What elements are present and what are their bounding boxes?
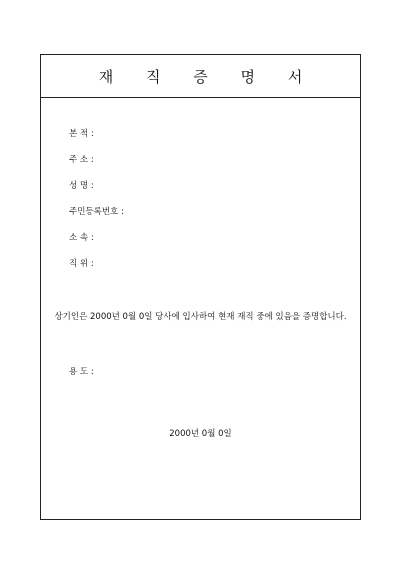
title-char: 재 — [98, 68, 114, 86]
title-char: 명 — [240, 68, 256, 86]
issue-date: 2000년 0월 0일 — [169, 429, 232, 439]
field-label: 직 위 : — [69, 259, 94, 269]
document-title — [41, 66, 360, 87]
field-domicile — [69, 127, 94, 139]
field-label: 주 소 : — [69, 155, 94, 165]
certification-statement: 상기인은 2000년 0월 0일 당사에 입사하여 현재 재직 중에 있음을 증명합니다. — [54, 312, 347, 322]
certificate-frame — [40, 54, 361, 520]
field-position — [69, 257, 94, 269]
title-row — [41, 55, 360, 98]
field-label: 주민등록번호 : — [69, 207, 124, 217]
field-address — [69, 153, 94, 165]
field-label: 본 적 : — [69, 129, 94, 139]
title-char: 증 — [193, 68, 208, 86]
field-name — [69, 179, 94, 191]
usage-label: 용 도 : — [69, 367, 94, 377]
field-department — [69, 231, 94, 243]
title-char: 서 — [287, 68, 303, 86]
field-label: 성 명 : — [69, 181, 94, 191]
title-char: 직 — [145, 68, 161, 86]
field-resident-number — [69, 205, 124, 217]
field-label: 소 속 : — [69, 233, 94, 243]
